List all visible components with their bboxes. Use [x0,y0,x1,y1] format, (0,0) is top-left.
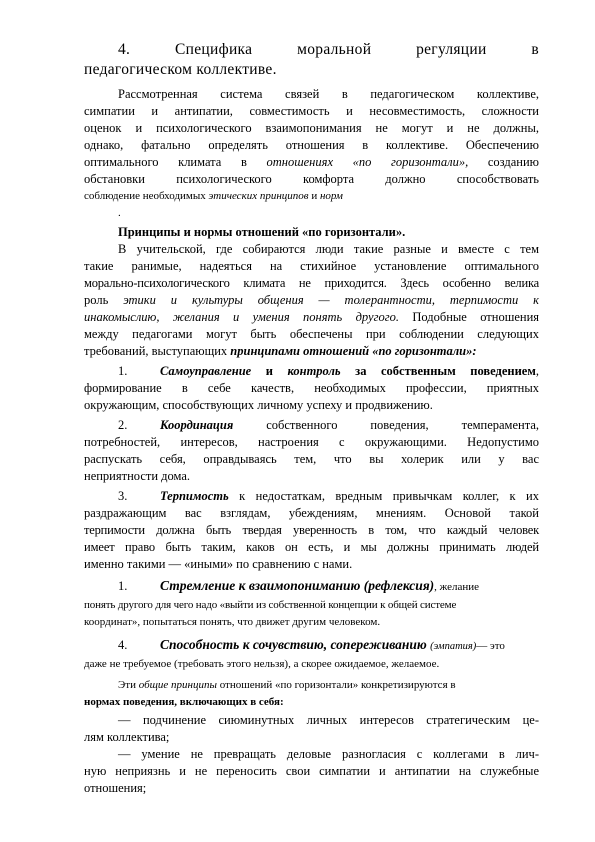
title-word: Специфика [175,41,253,58]
text-span: , желание [434,581,480,593]
item-term: Стремление к взаимопониманию (рефлексия) [160,578,435,593]
text-line: обстановки психологического комфорта должно способствовать [84,172,539,186]
text-span: собственного поведения, темперамента, [266,418,539,432]
text-line [84,488,539,505]
document-page [84,40,539,797]
text-line: — подчинение сиюминутных личных интересов стратегическим це- [118,713,539,727]
text-line: распускать себя, оправдываясь тем, что вы холерик или у вас [84,452,539,466]
text-line [84,188,539,205]
text-line [84,417,539,434]
text-span: отношений «по горизонтали» конкретизируются в [219,679,456,691]
paragraph-3 [84,677,539,711]
text-line: терпимости должна быть твердая уверенность в том, что каждый человек [84,523,539,537]
text-span: за собственным поведением [340,364,536,378]
text-span: и [251,364,288,378]
italic-span: инакомыслию, желания и умения понять другого. [84,310,399,324]
text-line [84,343,539,360]
list-item [84,488,539,573]
item-term: Способность к сочувствию, сопереживанию [160,637,427,652]
bold-italic-span: принципами отношений «по горизонтали»: [230,344,477,358]
text-line: потребностей, интересов, настроения с окружающими. Недопустимо [84,435,539,449]
text-line: однако, фатально определять отношения в коллективе. Обеспечению [84,138,539,152]
item-number: 4. [118,638,128,652]
subheading: Принципы и нормы отношений «по горизонтали». [118,225,406,239]
norms-list [84,712,539,797]
text-line: морально-психологического климата не приходится. Здесь особенно велика [84,276,539,290]
list-item [84,635,539,673]
item-term: Координация [160,418,234,432]
text-line: оценок и психологического взаимопонимания не могут и не должны, [84,121,539,135]
text-line: раздражающим вас взглядам, убеждениям, мнениям. Основой такой [84,506,539,520]
section-title-line2: педагогическом коллективе. [84,61,277,78]
text-line: В учительской, где собираются люди такие разные и вместе с тем [118,242,539,256]
text-line: симпатии и антипатии, совместимость и несовместимость, сложности [84,104,539,118]
text-line: неприятности дома. [84,469,191,483]
text-line: координат», попытаться понять, что движет другим человеком. [84,616,381,628]
text-span: , [535,364,539,378]
text-line: окружающим, способствующих личному успеху и продвижению. [84,398,433,412]
text-line: именно такими — «иными» по сравнению с нами. [84,557,353,571]
text-line: между педагогами могут быть обеспечены при соблюдении следующих [84,327,539,341]
text-line: Рассмотренная система связей в педагогическом коллективе, [118,87,539,101]
text-line [84,677,539,694]
italic-span: (эмпатия) [430,641,477,652]
italic-span: этики и культуры общения — толерантности, терпимости к [123,293,539,307]
text-span: соблюдение необходимых [84,190,206,202]
text-span: Эти [118,679,136,691]
text-line [84,154,539,171]
text-line [84,309,539,326]
italic-span: норм [319,190,343,202]
item-term: Терпимость [160,489,229,503]
list-item [84,576,539,631]
text-line: понять другого для чего надо «выйти из собственной концепции к общей системе [84,599,457,611]
item-number: 2. [118,418,128,432]
text-span: роль [84,293,109,307]
text-line: — умение не превращать деловые разногласия с коллегами в лич- [118,747,539,761]
item-term: контроль [287,364,341,378]
title-word: в [531,41,539,58]
text-line: имеет право быть таким, каков он есть, и мы должны принимать людей [84,540,539,554]
item-term: Самоуправление [160,364,252,378]
text-line: лям коллектива; [84,730,170,744]
text-span: — это [476,640,505,652]
text-span: и [311,190,318,202]
italic-span: общие принципы [138,679,217,691]
text-span: созданию [487,155,539,169]
text-line: такие ранимые, надеяться на стихийное установление оптимального [84,259,539,273]
list-item [84,363,539,414]
italic-span: отношениях «по горизонтали», [266,155,469,169]
text-span: требований, выступающих [84,344,228,358]
italic-span: этических принципов [208,190,309,202]
title-word: моральной [297,41,372,58]
paragraph-2 [84,241,539,360]
text-line: отношения; [84,781,147,795]
list-item [84,417,539,485]
text-line [84,635,539,656]
text-line: формирование в себе качеств, необходимых профессии, приятных [84,381,539,395]
title-word: регуляции [416,41,487,58]
section-title-line1 [84,40,539,60]
text-span: Подобные отношения [412,310,540,324]
text-line [84,292,539,309]
stray-dot: . [118,207,121,219]
item-number: 3. [118,489,128,503]
text-line: даже не требуемое (требовать этого нельзя), а скорее ожидаемое, желаемое. [84,658,440,670]
text-line: нормах поведения, включающих в себя: [84,696,284,708]
paragraph-1 [84,86,539,222]
item-number: 1. [118,364,128,378]
section-number: 4. [118,41,131,58]
text-line [84,363,539,380]
text-line [84,576,539,597]
text-line: ную неприязнь и не переносить свои симпатии и антипатии на служебные [84,764,539,778]
text-span: оптимального климата в [84,155,247,169]
text-span: к недостаткам, вредным привычкам коллег, к их [239,489,539,503]
item-number: 1. [118,579,128,593]
